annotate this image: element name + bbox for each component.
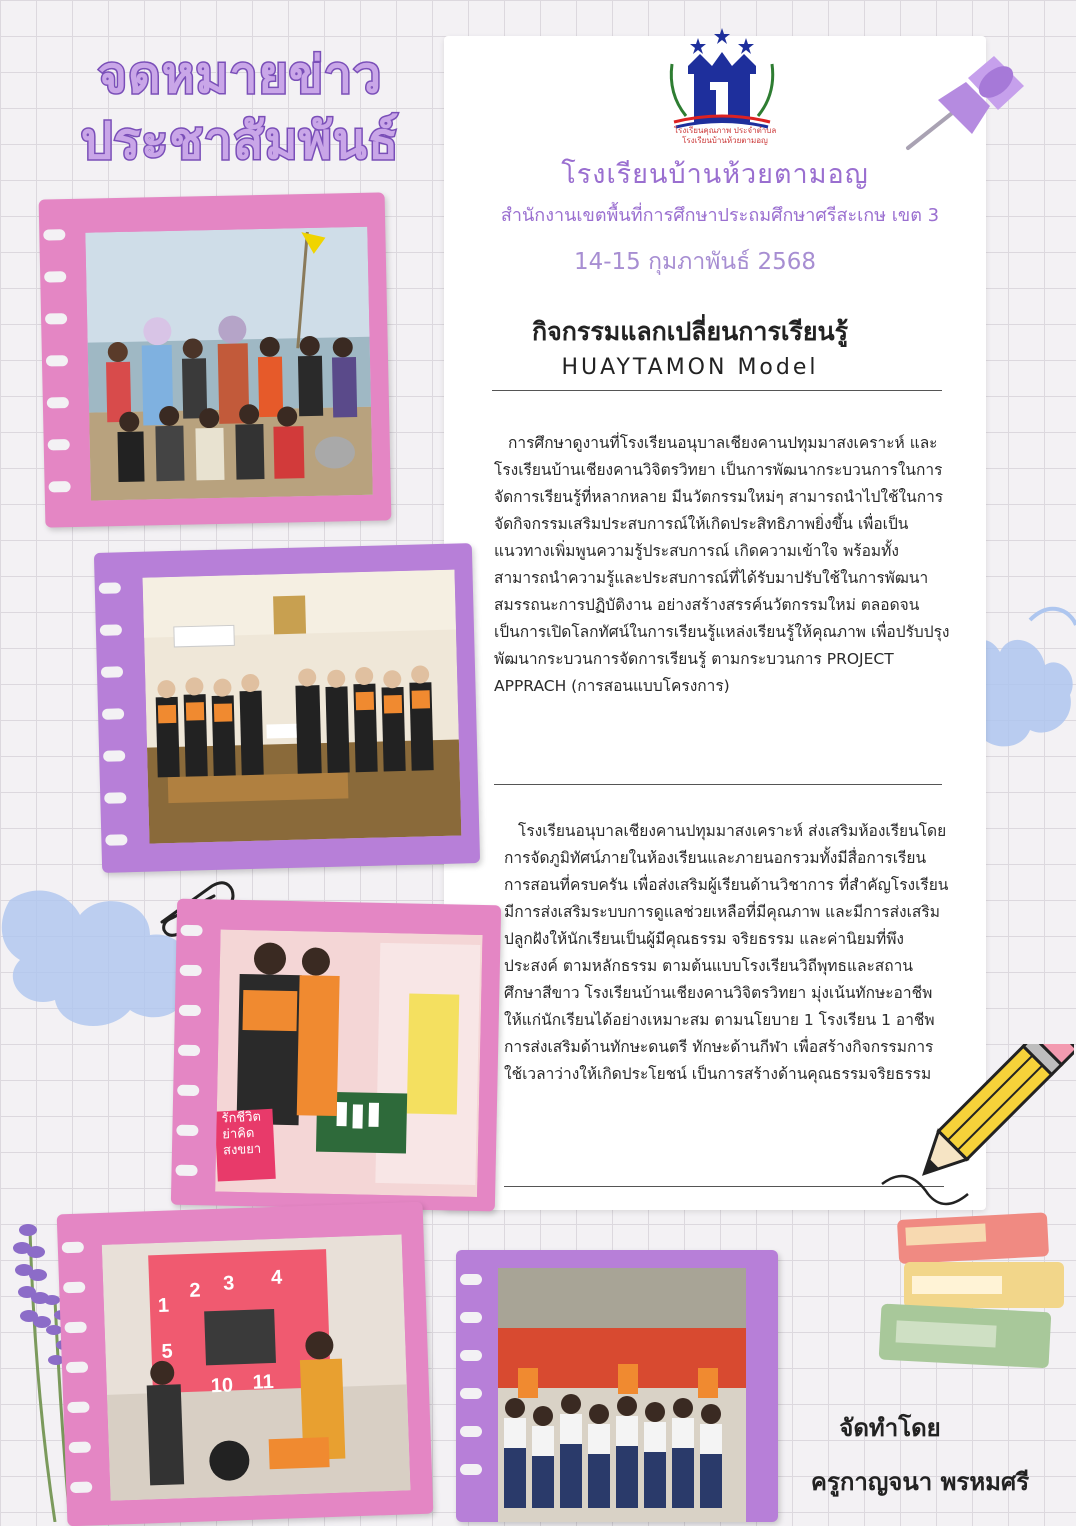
- activity-title: กิจกรรมแลกเปลี่ยนการเรียนรู้: [531, 317, 849, 346]
- screen-number-4: 4: [270, 1266, 283, 1290]
- activity-subtitle: HUAYTAMON Model: [561, 355, 819, 380]
- credit-name: ครูกาญจนา พรหมศรี: [810, 1468, 1030, 1496]
- photo-frame-2: [94, 543, 480, 873]
- photo-students-group: [498, 1268, 746, 1522]
- sign-line-2: ย่าคิด: [221, 1125, 255, 1143]
- event-date: 14-15 กุมภาพันธ์ 2568: [573, 249, 817, 275]
- push-pin-icon: [898, 48, 1028, 158]
- book-stack-icon: [876, 1200, 1076, 1370]
- photo-meeting-room: [143, 570, 462, 844]
- divider-2: [494, 784, 942, 785]
- screen-number-2: 2: [189, 1279, 201, 1302]
- pencil-icon: [878, 1044, 1074, 1214]
- screen-number-10: 10: [210, 1374, 234, 1398]
- headline-line-2: ประชาสัมพันธ์: [80, 112, 400, 170]
- screen-number-5: 5: [161, 1340, 174, 1363]
- photo3-sign: [221, 1109, 277, 1160]
- divider-1: [492, 390, 942, 391]
- photo-frame-4: [57, 1202, 434, 1526]
- logo-caption: [655, 126, 795, 146]
- photo-frame-5: [456, 1250, 778, 1522]
- education-office: สำนักงานเขตพื้นที่การศึกษาประถมศึกษาศรีสะเกษ เขต 3: [500, 205, 940, 226]
- screen-number-11: 11: [252, 1371, 275, 1394]
- newsletter-headline: [40, 42, 440, 174]
- credit-label: จัดทำโดย: [839, 1414, 941, 1442]
- sign-line-3: สงขยา: [222, 1141, 262, 1159]
- logo-caption-line-1: โรงเรียนคุณภาพ ประจำตำบล: [673, 126, 777, 135]
- photo-frame-1: [39, 192, 392, 527]
- sign-line-1: รักชีวิต: [221, 1109, 262, 1127]
- school-name: โรงเรียนบ้านห้วยตามอญ: [561, 159, 869, 190]
- photo-frame-3: [171, 899, 501, 1212]
- logo-caption-line-2: โรงเรียนบ้านห้วยตามอญ: [682, 136, 768, 145]
- screen-number-1: 1: [157, 1294, 170, 1317]
- screen-number-3: 3: [222, 1272, 235, 1295]
- screen-numbers: [148, 1249, 331, 1398]
- paragraph-1: การศึกษาดูงานที่โรงเรียนอนุบาลเชียงคานปทุมมาสงเคราะห์ และโรงเรียนบ้านเชียงคานวิจิตรวิทยา เป็นการพัฒนากระบวนการในการจัดการเรียนรู้ที่หลากหลาย มีนวัตกรรมใหม่ๆ สามารถนำไปใช้ในการจัดกิจกรรมเสริมประสบการณ์ให้เกิดประสิทธิภาพยิ่งขึ้น เพื่อเป็นแนวทางเพิ่มพูนความรู้ประสบการณ์ เกิดความเข้าใจ พร้อมทั้งสามารถนำความรู้และประสบการณ์ที่ได้รับมาปรับใช้ในการพัฒนาสมรรถนะการปฏิบัติงาน อย่างสร้างสรรค์นวัตกรรมใหม่ ตลอดจนเป็นการเปิดโลกทัศน์ในการเรียนรู้แหล่งเรียนรู้ให้คุณภาพ เพื่อปรับปรุงพัฒนากระบวนการจัดการเรียนรู้ ตามกระบวนการ PROJECT APPRACH (การสอนแบบโครงการ): [494, 434, 950, 695]
- paragraph-2: โรงเรียนอนุบาลเชียงคานปทุมมาสงเคราะห์ ส่งเสริมห้องเรียนโดยการจัดภูมิทัศน์ภายในห้องเรียนและภายนอกรวมทั้งมีสื่อการเรียนการสอนที่ครบครัน เพื่อส่งเสริมผู้เรียนด้านวิชาการ ที่สำคัญโรงเรียนมีการส่งเสริมระบบการดูแลช่วยเหลือที่มีคุณภาพ และมีการส่งเสริมปลูกฝังให้นักเรียนเป็นผู้มีคุณธรรม จริยธรรม และค่านิยมที่พึงประสงค์ ตามหลักธรรม ตามต้นแบบโรงเรียนวิถีพุทธและสถานศึกษาสีขาว โรงเรียนบ้านเชียงคานวิจิตรวิทยา มุ่งเน้นทักษะอาชีพให้แก่นักเรียนได้อย่างเหมาะสม ตามนโยบาย 1 โรงเรียน 1 อาชีพ การส่งเสริมด้านทักษะดนตรี ทักษะด้านกีฬา เพื่อสร้างกิจกรรมการใช้เวลาว่างให้เกิดประโยชน์ เป็นการสร้างด้านคุณธรรมจริยธรรม: [504, 822, 949, 1083]
- photo-group-outdoor: [85, 227, 373, 501]
- headline-line-1: จดหมายข่าว: [97, 46, 383, 104]
